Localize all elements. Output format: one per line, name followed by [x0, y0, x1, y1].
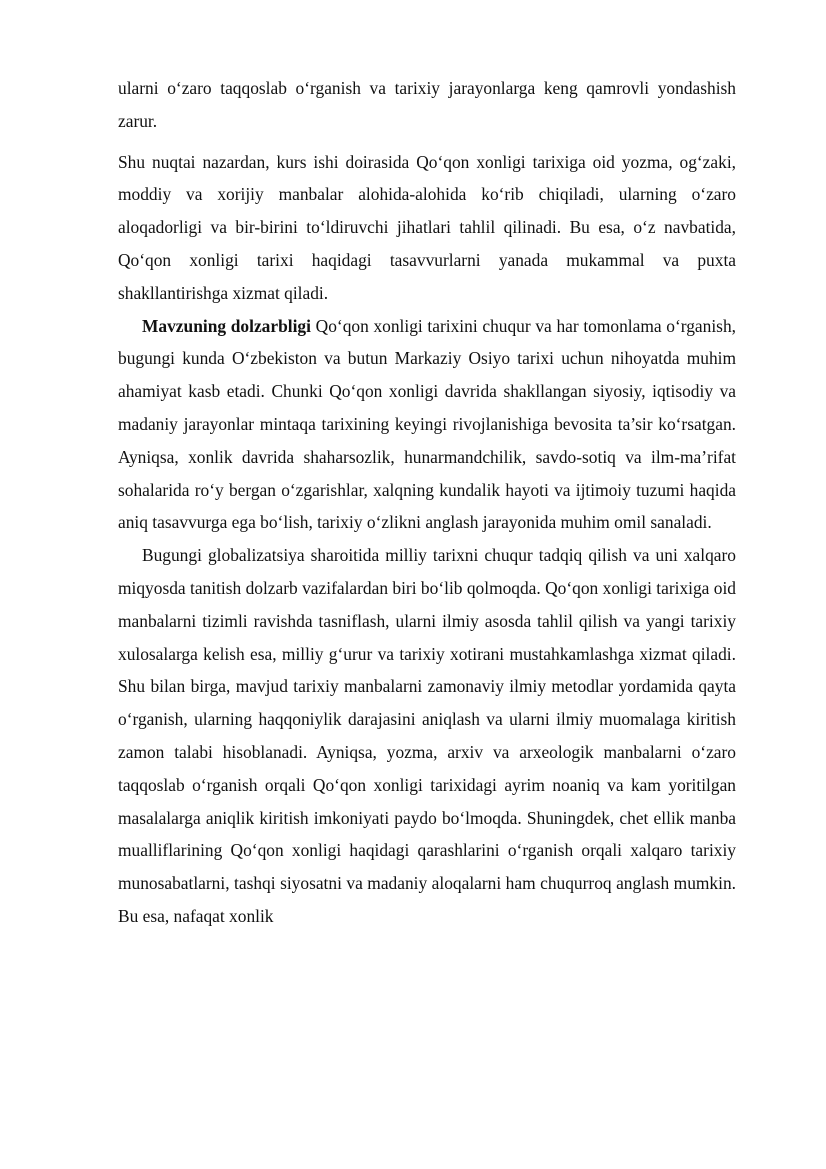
- paragraph-globalization: Bugungi globalizatsiya sharoitida milliy tarixni chuqur tadqiq qilish va uni xalqaro miqyosda tanitish dolzarb vazifalardan biri bo‘lib qolmoqda. Qo‘qon xonligi tarixiga oid manbalarni tizimli ravishda tasniflash, ularni ilmiy asosda tahlil qilish va yangi tarixiy xulosalarga kelish esa, milliy g‘urur va tarixiy xotirani mustahkamlashga xizmat qiladi. Shu bilan birga, mavjud tarixiy manbalarni zamonaviy ilmiy metodlar yordamida qayta o‘rganish, ularning haqqoniylik darajasini aniqlash va ularni ilmiy muomalaga kiritish zamon talabi hisoblanadi. Ayniqsa, yozma, arxiv va arxeologik manbalarni o‘zaro taqqoslab o‘rganish orqali Qo‘qon xonligi tarixidagi ayrim noaniq va kam yoritilgan masalalarga aniqlik kiritish imkoniyati paydo bo‘lmoqda. Shuningdek, chet ellik manba mualliflarining Qo‘qon xonligi haqidagi qarashlarini o‘rganish orqali xalqaro tarixiy munosabatlarni, tashqi siyosatni va madaniy aloqalarni ham chuqurroq anglash mumkin. Bu esa, nafaqat xonlik: [118, 545, 736, 926]
- document-page: [118, 72, 736, 933]
- paragraph-sources-overview: Shu nuqtai nazardan, kurs ishi doirasida Qo‘qon xonligi tarixiga oid yozma, og‘zaki, moddiy va xorijiy manbalar alohida-alohida ko‘rib chiqiladi, ularning o‘zaro aloqadorligi va bir-birini to‘ldiruvchi jihatlari tahlil qilinadi. Bu esa, o‘z navbatida, Qo‘qon xonligi tarixi haqidagi tasavvurlarni yanada mukammal va puxta shakllantirishga xizmat qiladi.: [118, 151, 736, 303]
- paragraph-topic-relevance: [118, 310, 736, 540]
- paragraph-lead-heading: Mavzuning dolzarbligi: [142, 315, 311, 336]
- paragraph-body-text: Qo‘qon xonligi tarixini chuqur va har tomonlama o‘rganish, bugungi kunda O‘zbekiston va butun Markaziy Osiyo tarixi uchun nihoyatda muhim ahamiyat kasb etadi. Chunki Qo‘qon xonligi davrida shakllangan siyosiy, iqtisodiy va madaniy jarayonlar mintaqa tarixining keyingi rivojlanishiga bevosita ta’sir ko‘rsatgan. Ayniqsa, xonlik davrida shaharsozlik, hunarmandchilik, savdo-sotiq va ilm-ma’rifat sohalarida ro‘y bergan o‘zgarishlar, xalqning kundalik hayoti va ijtimoiy tuzumi haqida aniq tasavvurga ega bo‘lish, tarixiy o‘zlikni anglash jarayonida muhim omil sanaladi.: [118, 315, 736, 533]
- paragraph-continuation: ularni o‘zaro taqqoslab o‘rganish va tarixiy jarayonlarga keng qamrovli yondashish zarur.: [118, 78, 736, 131]
